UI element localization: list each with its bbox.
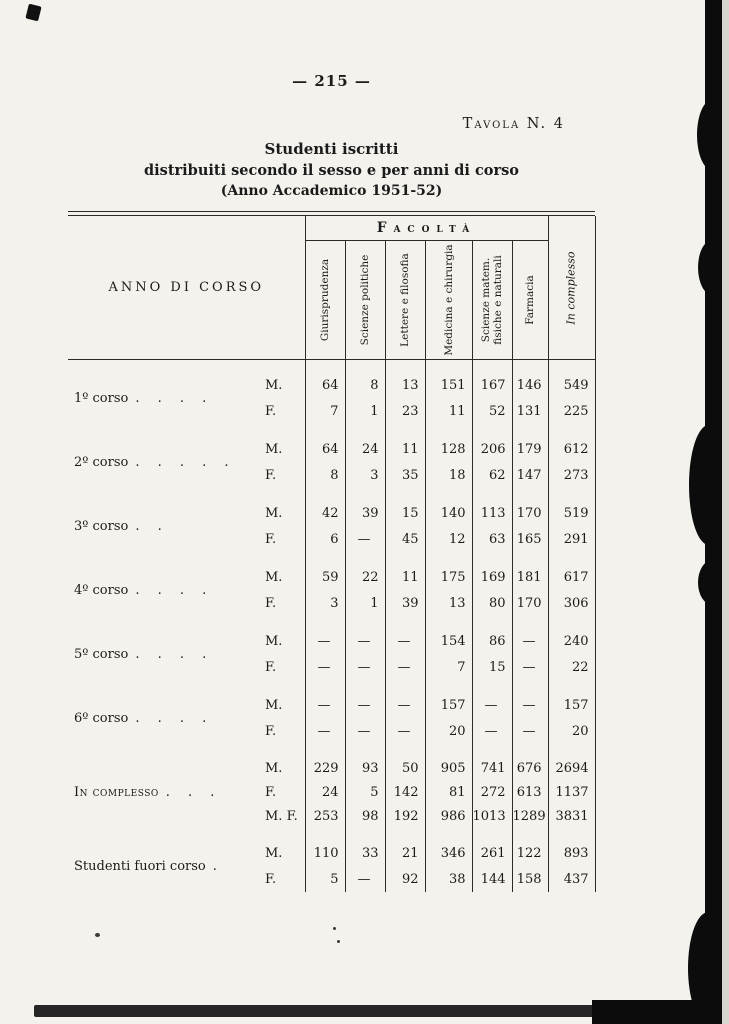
value-cell: 92 — [385, 866, 425, 892]
sex-label: M. — [265, 505, 283, 521]
value-cell: 21 — [385, 828, 425, 866]
dot-leader: . . . — [165, 784, 222, 800]
sex-label: F. — [265, 723, 277, 739]
page-content — [68, 0, 595, 892]
scan-corner-mark — [25, 4, 41, 22]
value-cell: 229 — [305, 744, 345, 780]
dot-leader: . . . . — [135, 710, 214, 726]
value-cell: — — [512, 616, 548, 654]
value-cell: 192 — [385, 804, 425, 828]
value-cell: 154 — [425, 616, 472, 654]
value-cell: 39 — [385, 590, 425, 616]
row-group-label — [68, 488, 253, 552]
sex-label: F. — [265, 871, 277, 887]
value-cell: — — [385, 680, 425, 718]
value-cell: 110 — [305, 828, 345, 866]
value-cell: 38 — [425, 866, 472, 892]
dot-leader: . . . . . — [135, 454, 236, 470]
page-number: — 215 — — [292, 72, 371, 90]
table-row — [68, 360, 595, 399]
row-header-anno-di-corso: ANNO DI CORSO — [68, 216, 305, 360]
sex-label: F. — [265, 531, 277, 547]
value-cell: — — [345, 718, 385, 744]
row-group-label — [68, 424, 253, 488]
value-cell: 80 — [472, 590, 512, 616]
value-cell: 131 — [512, 398, 548, 424]
students-table — [68, 216, 596, 892]
sex-label: M. — [265, 633, 283, 649]
value-cell: — — [305, 718, 345, 744]
value-cell: 122 — [512, 828, 548, 866]
sex-label: M. — [265, 569, 283, 585]
value-cell: — — [345, 616, 385, 654]
value-cell: 1 — [345, 398, 385, 424]
column-header-lettere-filosofia — [385, 241, 425, 360]
sex-label: M. — [265, 377, 283, 393]
value-cell: 81 — [425, 780, 472, 804]
value-cell: 8 — [305, 462, 345, 488]
value-cell: 64 — [305, 424, 345, 462]
dot-leader: . . . . — [135, 646, 214, 662]
value-cell: 613 — [512, 780, 548, 804]
value-cell: 986 — [425, 804, 472, 828]
dot-leader: . — [212, 858, 224, 874]
value-cell: 63 — [472, 526, 512, 552]
value-cell: 167 — [472, 360, 512, 399]
value-cell: 59 — [305, 552, 345, 590]
value-cell: 39 — [345, 488, 385, 526]
value-cell: 1013 — [472, 804, 512, 828]
column-header-label: Scienze matem. fisiche e naturali — [479, 255, 505, 345]
sex-label: M. — [265, 845, 283, 861]
total-value-cell: 22 — [548, 654, 595, 680]
value-cell: 11 — [425, 398, 472, 424]
total-value-cell: 273 — [548, 462, 595, 488]
scan-blotch — [698, 560, 722, 605]
sex-label: M. — [265, 760, 283, 776]
value-cell: 11 — [385, 424, 425, 462]
column-header-label: Lettere e filosofia — [398, 253, 411, 347]
value-cell: 140 — [425, 488, 472, 526]
value-cell: — — [305, 680, 345, 718]
title-line-2: distribuiti secondo il sesso e per anni di corso — [144, 162, 519, 179]
value-cell: 147 — [512, 462, 548, 488]
value-cell: 261 — [472, 828, 512, 866]
column-header-label: Medicina e chirurgia — [442, 244, 455, 356]
value-cell: 86 — [472, 616, 512, 654]
table-header — [68, 216, 595, 360]
value-cell: — — [512, 680, 548, 718]
row-group-label-text: 1º corso — [74, 390, 129, 406]
sex-label: F. — [265, 403, 277, 419]
sex-label: F. — [265, 659, 277, 675]
row-group-label-text: 2º corso — [74, 454, 129, 470]
value-cell: — — [472, 680, 512, 718]
sex-label: M. — [265, 697, 283, 713]
faculty-group-header: Facoltà — [305, 216, 548, 241]
scan-blotch — [698, 240, 722, 295]
total-value-cell: 612 — [548, 424, 595, 462]
value-cell: 253 — [305, 804, 345, 828]
column-header-giurisprudenza — [305, 241, 345, 360]
value-cell: — — [345, 680, 385, 718]
total-value-cell: 437 — [548, 866, 595, 892]
row-group-label — [68, 744, 253, 828]
value-cell: 5 — [305, 866, 345, 892]
table-row — [68, 744, 595, 780]
scan-right-margin — [722, 0, 729, 1024]
column-header-label: Giurisprudenza — [318, 258, 331, 342]
total-value-cell: 2694 — [548, 744, 595, 780]
value-cell: 144 — [472, 866, 512, 892]
value-cell: 741 — [472, 744, 512, 780]
scan-bottom-corner — [592, 1000, 722, 1024]
row-group-label-text: 6º corso — [74, 710, 129, 726]
table-row — [68, 616, 595, 654]
value-cell: 62 — [472, 462, 512, 488]
value-cell: 157 — [425, 680, 472, 718]
row-group-label-text: 4º corso — [74, 582, 129, 598]
value-cell: 7 — [305, 398, 345, 424]
value-cell: 151 — [425, 360, 472, 399]
value-cell: 23 — [385, 398, 425, 424]
column-header-scienze-politiche — [345, 241, 385, 360]
column-header-farmacia — [512, 241, 548, 360]
value-cell: 11 — [385, 552, 425, 590]
value-cell: 22 — [345, 552, 385, 590]
column-header-scienze-matematiche — [472, 241, 512, 360]
scan-speck — [337, 940, 340, 943]
value-cell: 175 — [425, 552, 472, 590]
value-cell: — — [512, 718, 548, 744]
value-cell: 7 — [425, 654, 472, 680]
total-value-cell: 549 — [548, 360, 595, 399]
dot-leader: . . . . — [135, 582, 214, 598]
value-cell: 128 — [425, 424, 472, 462]
value-cell: 146 — [512, 360, 548, 399]
value-cell: — — [385, 718, 425, 744]
total-value-cell: 157 — [548, 680, 595, 718]
value-cell: 50 — [385, 744, 425, 780]
table-row — [68, 828, 595, 866]
value-cell: 52 — [472, 398, 512, 424]
column-header-label: Farmacia — [524, 275, 536, 325]
value-cell: 5 — [345, 780, 385, 804]
sex-label: F. — [265, 467, 277, 483]
value-cell: 33 — [345, 828, 385, 866]
title-line-1: Studenti iscritti — [264, 140, 399, 158]
total-value-cell: 240 — [548, 616, 595, 654]
total-value-cell: 519 — [548, 488, 595, 526]
value-cell: 3 — [345, 462, 385, 488]
statistics-table-wrap — [68, 211, 595, 892]
table-row — [68, 552, 595, 590]
value-cell: 42 — [305, 488, 345, 526]
row-group-label-text: 5º corso — [74, 646, 129, 662]
sex-label: F. — [265, 595, 277, 611]
row-group-label-text: 3º corso — [74, 518, 129, 534]
row-group-label — [68, 552, 253, 616]
value-cell: 45 — [385, 526, 425, 552]
total-value-cell: 1137 — [548, 780, 595, 804]
sex-label: M. — [265, 441, 283, 457]
value-cell: — — [385, 616, 425, 654]
column-header-label: Scienze politiche — [358, 254, 371, 346]
value-cell: 169 — [472, 552, 512, 590]
value-cell: 158 — [512, 866, 548, 892]
value-cell: — — [305, 616, 345, 654]
table-body — [68, 360, 595, 893]
value-cell: 20 — [425, 718, 472, 744]
value-cell: 346 — [425, 828, 472, 866]
row-group-label — [68, 360, 253, 425]
value-cell: 165 — [512, 526, 548, 552]
dot-leader: . . — [135, 518, 169, 534]
scan-speck — [333, 927, 336, 930]
table-row — [68, 424, 595, 462]
value-cell: 676 — [512, 744, 548, 780]
title-line-3: (Anno Accademico 1951-52) — [220, 183, 443, 199]
total-value-cell: 225 — [548, 398, 595, 424]
value-cell: 905 — [425, 744, 472, 780]
table-label: Tavola N. 4 — [462, 116, 565, 132]
value-cell: 272 — [472, 780, 512, 804]
value-cell: — — [472, 718, 512, 744]
row-group-label — [68, 616, 253, 680]
value-cell: 18 — [425, 462, 472, 488]
value-cell: 8 — [345, 360, 385, 399]
total-value-cell: 291 — [548, 526, 595, 552]
sex-label: F. — [265, 784, 277, 800]
value-cell: 206 — [472, 424, 512, 462]
column-header-label: In complesso — [564, 250, 578, 325]
value-cell: 13 — [385, 360, 425, 399]
value-cell: 179 — [512, 424, 548, 462]
value-cell: — — [385, 654, 425, 680]
value-cell: 64 — [305, 360, 345, 399]
dot-leader: . . . . — [135, 390, 214, 406]
value-cell: 13 — [425, 590, 472, 616]
value-cell: 15 — [385, 488, 425, 526]
value-cell: — — [345, 654, 385, 680]
row-group-label-text: In complesso — [74, 784, 159, 800]
table-row — [68, 680, 595, 718]
value-cell: 15 — [472, 654, 512, 680]
value-cell: 12 — [425, 526, 472, 552]
scan-blotch — [697, 100, 722, 170]
value-cell: 113 — [472, 488, 512, 526]
row-group-label-text: Studenti fuori corso — [74, 858, 206, 874]
value-cell: 24 — [305, 780, 345, 804]
row-group-label — [68, 680, 253, 744]
value-cell: 98 — [345, 804, 385, 828]
sex-label: M. F. — [265, 808, 298, 824]
column-header-in-complesso — [548, 216, 595, 360]
value-cell: 1289 — [512, 804, 548, 828]
value-cell: 35 — [385, 462, 425, 488]
value-cell: — — [345, 866, 385, 892]
value-cell: 170 — [512, 590, 548, 616]
total-value-cell: 617 — [548, 552, 595, 590]
value-cell: 24 — [345, 424, 385, 462]
value-cell: — — [512, 654, 548, 680]
scan-blotch — [689, 425, 722, 545]
table-row — [68, 488, 595, 526]
value-cell: 93 — [345, 744, 385, 780]
total-value-cell: 306 — [548, 590, 595, 616]
total-value-cell: 20 — [548, 718, 595, 744]
total-value-cell: 3831 — [548, 804, 595, 828]
column-header-medicina-chirurgia — [425, 241, 472, 360]
scan-speck — [95, 933, 100, 937]
total-value-cell: 893 — [548, 828, 595, 866]
value-cell: 6 — [305, 526, 345, 552]
value-cell: 1 — [345, 590, 385, 616]
value-cell: 170 — [512, 488, 548, 526]
row-group-label — [68, 828, 253, 892]
value-cell: — — [305, 654, 345, 680]
value-cell: 142 — [385, 780, 425, 804]
value-cell: — — [345, 526, 385, 552]
value-cell: 181 — [512, 552, 548, 590]
value-cell: 3 — [305, 590, 345, 616]
